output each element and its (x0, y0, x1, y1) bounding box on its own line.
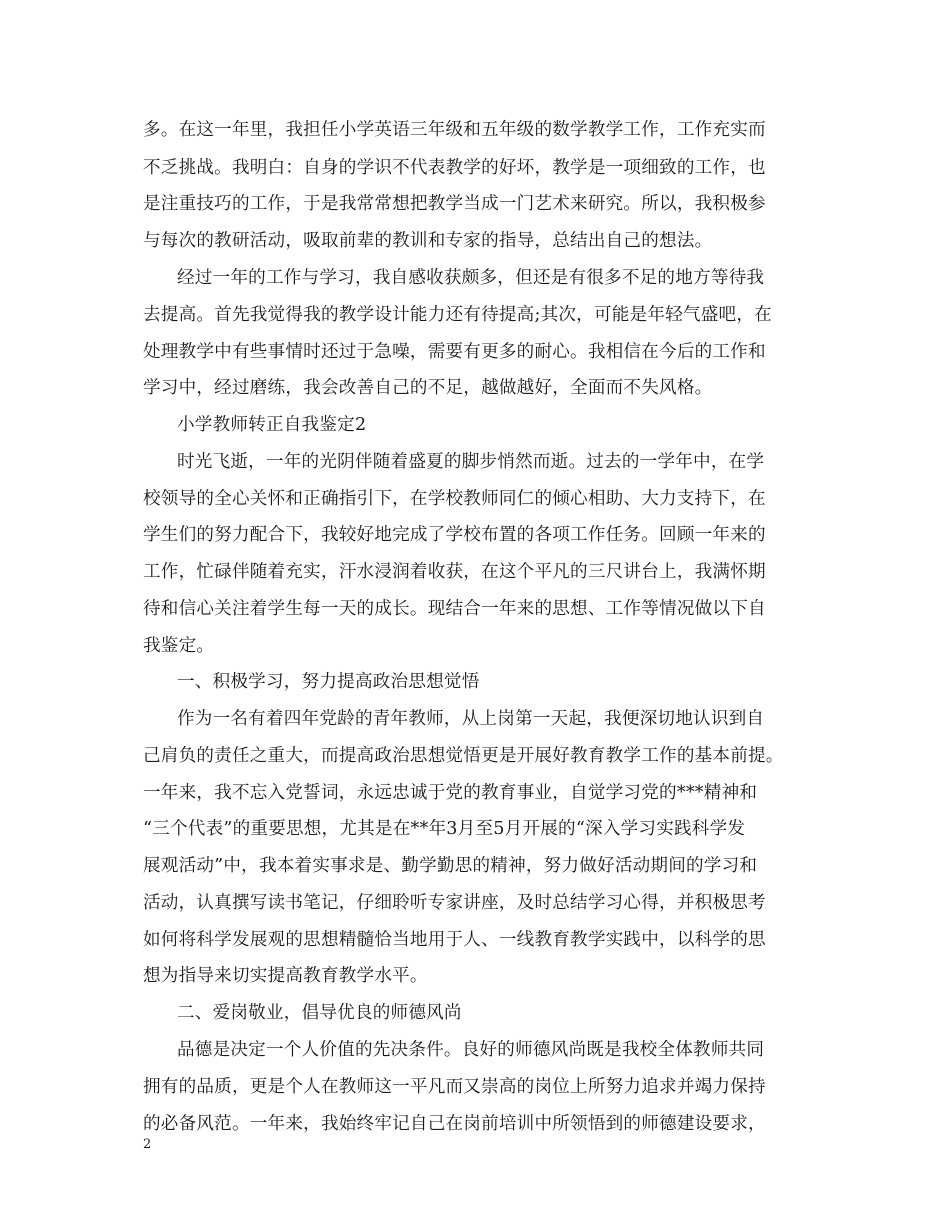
paragraph-start-line: 经过一年的工作与学习，我自感收获颇多，但还是有很多不足的地方等待我 (177, 268, 765, 288)
body-line: 己肩负的责任之重大，而提高政治思想觉悟更是开展好教育教学工作的基本前提。 (143, 746, 784, 766)
body-line: 如何将科学发展观的思想精髓恰当地用于人、一线教育教学实践中，以科学的思 (143, 930, 766, 950)
body-line: 我鉴定。 (143, 636, 215, 656)
body-line: 去提高。首先我觉得我的教学设计能力还有待提高;其次，可能是年轻气盛吧，在 (143, 305, 772, 325)
body-line: 活动，认真撰写读书笔记，仔细聆听专家讲座，及时总结学习心得，并积极思考 (143, 893, 766, 913)
body-line: 是注重技巧的工作，于是我常常想把教学当成一门艺术来研究。所以，我积极参 (143, 194, 766, 214)
paragraph-start-line: 作为一名有着四年党龄的青年教师，从上岗第一天起，我便深切地认识到自 (177, 709, 765, 729)
body-line: 不乏挑战。我明白：自身的学识不代表教学的好坏，教学是一项细致的工作，也 (143, 158, 766, 178)
body-line: 校领导的全心关怀和正确指引下，在学校教师同仁的倾心相助、大力支持下，在 (143, 489, 766, 509)
body-line: 学习中，经过磨练，我会改善自己的不足，越做越好，全面而不失风格。 (143, 378, 713, 398)
section-heading-2: 二、爱岗敬业，倡导优良的师德风尚 (177, 1003, 462, 1023)
body-line: 处理教学中有些事情时还过于急噪，需要有更多的耐心。我相信在今后的工作和 (143, 342, 766, 362)
body-line: 的必备风范。一年来，我始终牢记自己在岗前培训中所领悟到的师德建设要求， (143, 1114, 766, 1134)
body-line: 与每次的教研活动，吸取前辈的教训和专家的指导，总结出自己的想法。 (143, 231, 713, 251)
paragraph-start-line: 品德是决定一个人价值的先决条件。良好的师德风尚既是我校全体教师共同 (177, 1040, 765, 1060)
body-line: 多。在这一年里，我担任小学英语三年级和五年级的数学教学工作，工作充实而 (143, 120, 766, 140)
page-number: 2 (143, 1137, 152, 1152)
body-line: 工作，忙碌伴随着充实，汗水浸润着收获，在这个平凡的三尺讲台上，我满怀期 (143, 562, 766, 582)
body-line: 想为指导来切实提高教育教学水平。 (143, 966, 428, 986)
paragraph-start-line: 时光飞逝，一年的光阴伴随着盛夏的脚步悄然而逝。过去的一学年中，在学 (177, 452, 765, 472)
section-title: 小学教师转正自我鉴定2 (177, 415, 367, 435)
body-line: 一年来，我不忘入党誓词，永远忠诚于党的教育事业，自觉学习党的***精神和 (143, 783, 758, 803)
body-line: 待和信心关注着学生每一天的成长。现结合一年来的思想、工作等情况做以下自 (143, 599, 766, 619)
body-line: “三个代表”的重要思想，尤其是在**年3月至5月开展的“深入学习实践科学发 (143, 819, 746, 839)
body-line: 拥有的品质，更是个人在教师这一平凡而又崇高的岗位上所努力追求并竭力保持 (143, 1077, 766, 1097)
body-line: 学生们的努力配合下，我较好地完成了学校布置的各项工作任务。回顾一年来的 (143, 525, 766, 545)
section-heading-1: 一、积极学习，努力提高政治思想觉悟 (177, 672, 480, 692)
body-line: 展观活动”中，我本着实事求是、勤学勤思的精神，努力做好活动期间的学习和 (143, 856, 758, 876)
